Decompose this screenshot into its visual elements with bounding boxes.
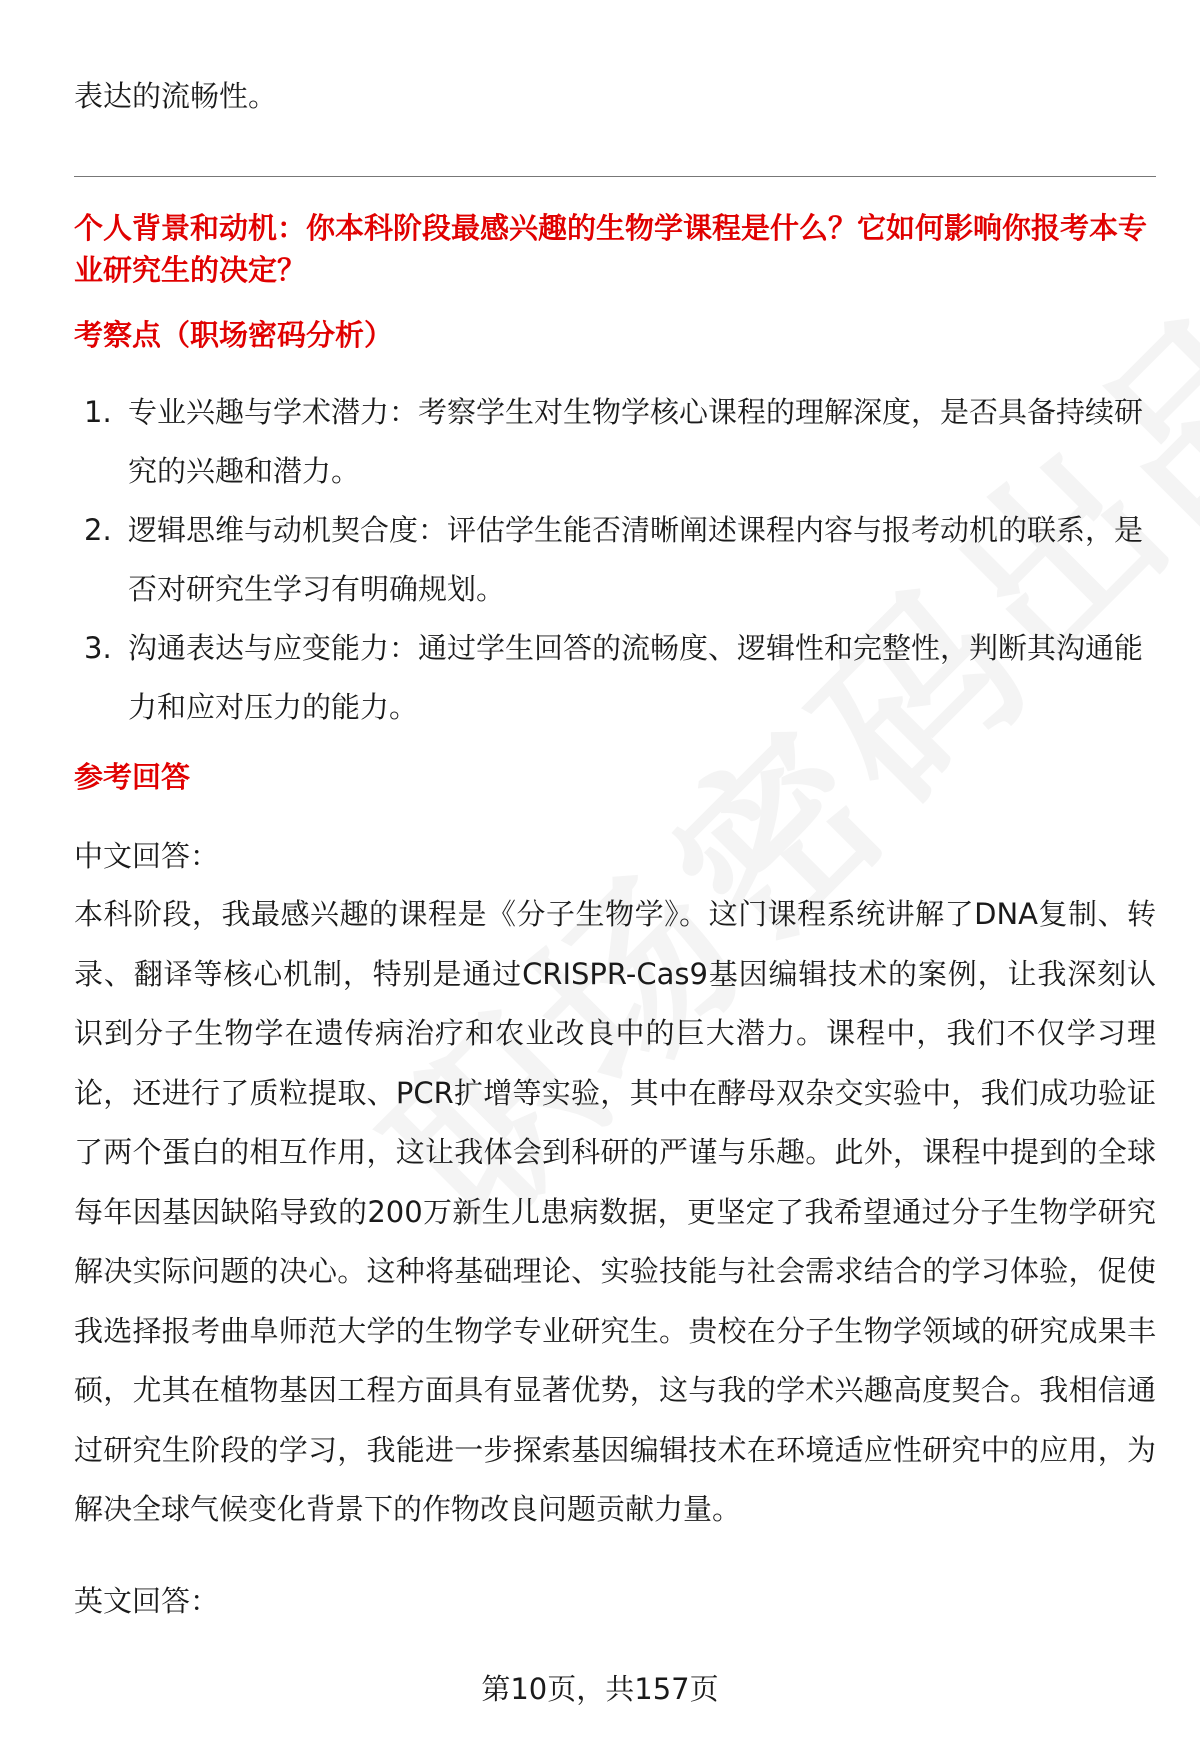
chinese-answer-body: 本科阶段，我最感兴趣的课程是《分子生物学》。这门课程系统讲解了DNA复制、转录、翻译等核心机制，特别是通过CRISPR-Cas9基因编辑技术的案例，让我深刻认识到分子生物学在遗传病治疗和农业改良中的巨大潜力。课程中，我们不仅学习理论，还进行了质粒提取、PCR扩增等实验，其中在酵母双杂交实验中，我们成功验证了两个蛋白的相互作用，这让我体会到科研的严谨与乐趣。此外，课程中提到的全球每年因基因缺陷导致的200万新生儿患病数据，更坚定了我希望通过分子生物学研究解决实际问题的决心。这种将基础理论、实验技能与社会需求结合的学习体验，促使我选择报考曲阜师范大学的生物学专业研究生。贵校在分子生物学领域的研究成果丰硕，尤其在植物基因工程方面具有显著优势，这与我的学术兴趣高度契合。我相信通过研究生阶段的学习，我能进一步探索基因编辑技术在环境适应性研究中的应用，为解决全球气候变化背景下的作物改良问题贡献力量。 — [74, 897, 1156, 1526]
question-title: 个人背景和动机：你本科阶段最感兴趣的生物学课程是什么？它如何影响你报考本专业研究生的决定？ — [74, 211, 1148, 287]
page-footer: 第10页，共157页 — [481, 1672, 719, 1706]
assessment-heading: 考察点（职场密码分析） — [74, 318, 394, 352]
document-page — [74, 0, 1156, 1630]
point-text: 专业兴趣与学术潜力：考察学生对生物学核心课程的理解深度，是否具备持续研究的兴趣和潜力。 — [128, 395, 1144, 488]
continued-text: 表达的流畅性。 — [74, 79, 278, 113]
point-number: 3. — [84, 631, 112, 665]
assessment-points-list — [74, 383, 1156, 737]
point-text: 沟通表达与应变能力：通过学生回答的流畅度、逻辑性和完整性，判断其沟通能力和应对压力的能力。 — [128, 631, 1144, 724]
assessment-point — [74, 619, 1156, 737]
assessment-point — [74, 501, 1156, 619]
point-number: 2. — [84, 513, 112, 547]
section-divider — [74, 176, 1156, 177]
reference-answer-heading: 参考回答 — [74, 760, 191, 794]
english-answer-label: 英文回答： — [74, 1583, 220, 1618]
chinese-answer-label: 中文回答： — [74, 839, 220, 873]
point-number: 1. — [84, 395, 112, 429]
point-text: 逻辑思维与动机契合度：评估学生能否清晰阐述课程内容与报考动机的联系，是否对研究生学习有明确规划。 — [128, 513, 1144, 606]
assessment-point — [74, 383, 1156, 501]
